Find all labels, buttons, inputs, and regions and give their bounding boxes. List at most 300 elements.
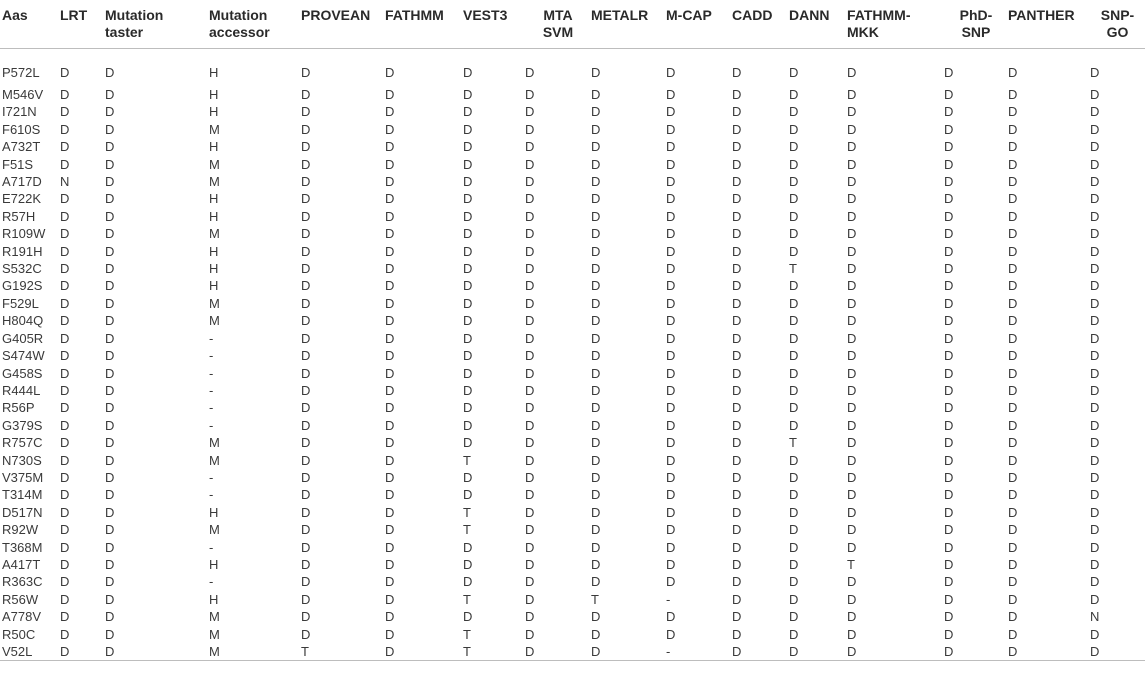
prediction-cell: D <box>105 226 115 242</box>
prediction-cell: D <box>1090 64 1100 80</box>
column-header-line: accessor <box>209 24 270 40</box>
prediction-cell: D <box>591 417 601 433</box>
prediction-cell: D <box>385 191 395 207</box>
variant-cell: A778V <box>2 609 42 625</box>
prediction-cell: D <box>591 330 601 346</box>
prediction-cell: D <box>105 469 115 485</box>
prediction-cell: D <box>847 261 857 277</box>
prediction-cell: D <box>732 539 742 555</box>
prediction-cell: D <box>525 435 535 451</box>
prediction-cell: D <box>1008 487 1018 503</box>
prediction-cell: D <box>847 278 857 294</box>
prediction-cell: D <box>789 156 799 172</box>
prediction-cell: D <box>666 278 676 294</box>
prediction-cell: D <box>463 313 473 329</box>
prediction-cell: D <box>60 295 70 311</box>
prediction-cell: D <box>666 313 676 329</box>
prediction-cell: D <box>463 191 473 207</box>
variant-cell: E722K <box>2 191 42 207</box>
column-header <box>463 0 525 49</box>
prediction-cell: D <box>463 435 473 451</box>
prediction-cell: D <box>1008 609 1018 625</box>
prediction-cell: D <box>1008 313 1018 329</box>
column-header <box>944 0 1008 49</box>
prediction-cell: D <box>463 556 473 572</box>
prediction-cell: D <box>105 522 115 538</box>
prediction-cell: D <box>789 278 799 294</box>
prediction-cell: D <box>847 208 857 224</box>
variant-cell: S532C <box>2 261 42 277</box>
prediction-cell: D <box>847 435 857 451</box>
prediction-cell: D <box>847 139 857 155</box>
prediction-cell: - <box>209 574 214 590</box>
prediction-cell: D <box>301 87 311 102</box>
prediction-cell: D <box>105 487 115 503</box>
prediction-cell: D <box>732 295 742 311</box>
prediction-cell: N <box>60 174 70 190</box>
prediction-cell: D <box>301 591 311 607</box>
variant-cell: N730S <box>2 452 42 468</box>
prediction-cell: T <box>591 591 599 607</box>
prediction-cell: D <box>301 504 311 520</box>
prediction-cell: D <box>301 539 311 555</box>
prediction-cell: D <box>789 174 799 190</box>
prediction-cell: D <box>525 139 535 155</box>
prediction-cell: D <box>385 609 395 625</box>
prediction-cell: D <box>666 104 676 120</box>
prediction-cell: D <box>666 609 676 625</box>
prediction-cell: D <box>732 469 742 485</box>
prediction-cell: D <box>591 64 601 80</box>
prediction-cell: D <box>1090 644 1100 659</box>
column-header <box>301 0 385 49</box>
prediction-cell: D <box>385 261 395 277</box>
column-header <box>789 0 847 49</box>
prediction-cell: D <box>525 609 535 625</box>
prediction-cell: D <box>60 574 70 590</box>
prediction-cell: D <box>1008 348 1018 364</box>
prediction-cell: D <box>591 191 601 207</box>
prediction-cell: D <box>591 382 601 398</box>
prediction-cell: H <box>209 191 219 207</box>
prediction-cell: D <box>105 644 115 659</box>
prediction-cell: D <box>1008 469 1018 485</box>
prediction-cell: D <box>944 64 954 80</box>
prediction-cell: D <box>847 295 857 311</box>
prediction-cell: D <box>463 382 473 398</box>
prediction-cell: H <box>209 556 219 572</box>
prediction-cell: D <box>525 487 535 503</box>
prediction-cell: M <box>209 435 220 451</box>
prediction-cell: D <box>525 226 535 242</box>
prediction-cell: D <box>60 226 70 242</box>
prediction-cell: D <box>944 452 954 468</box>
prediction-cell: D <box>385 348 395 364</box>
table-row <box>0 121 1145 138</box>
prediction-cell: D <box>591 278 601 294</box>
prediction-cell: D <box>105 243 115 259</box>
prediction-cell: D <box>463 295 473 311</box>
prediction-cell: D <box>60 208 70 224</box>
column-header-line: DANN <box>789 7 830 23</box>
variant-cell: V375M <box>2 469 44 485</box>
prediction-cell: D <box>105 609 115 625</box>
prediction-cell: D <box>463 104 473 120</box>
prediction-cell: D <box>1090 435 1100 451</box>
prediction-cell: D <box>591 609 601 625</box>
prediction-cell: D <box>847 452 857 468</box>
prediction-cell: D <box>944 626 954 642</box>
variant-cell: S474W <box>2 348 45 364</box>
prediction-cell: D <box>1090 208 1100 224</box>
prediction-cell: D <box>732 574 742 590</box>
prediction-cell: D <box>301 609 311 625</box>
prediction-cell: D <box>847 487 857 503</box>
prediction-cell: D <box>385 174 395 190</box>
prediction-cell: M <box>209 295 220 311</box>
prediction-cell: D <box>944 226 954 242</box>
prediction-cell: D <box>666 417 676 433</box>
prediction-cell: D <box>666 139 676 155</box>
prediction-cell: D <box>385 121 395 137</box>
prediction-cell: D <box>525 626 535 642</box>
prediction-cell: D <box>385 226 395 242</box>
prediction-cell: H <box>209 278 219 294</box>
prediction-cell: H <box>209 591 219 607</box>
column-header-line: MTA <box>543 7 573 23</box>
prediction-cell: D <box>1008 330 1018 346</box>
table-bottom-rule <box>0 661 1145 668</box>
prediction-cell: D <box>60 452 70 468</box>
prediction-cell: D <box>1090 522 1100 538</box>
prediction-cell: D <box>732 226 742 242</box>
prediction-cell: T <box>789 261 797 277</box>
prediction-cell: D <box>525 295 535 311</box>
prediction-cell: D <box>847 574 857 590</box>
variant-cell: M546V <box>2 87 44 102</box>
prediction-cell: T <box>463 504 471 520</box>
prediction-cell: D <box>105 295 115 311</box>
prediction-cell: D <box>463 348 473 364</box>
prediction-cell: D <box>301 330 311 346</box>
prediction-cell: D <box>1008 208 1018 224</box>
prediction-cell: D <box>1008 417 1018 433</box>
prediction-cell: D <box>525 417 535 433</box>
prediction-cell: D <box>1008 191 1018 207</box>
prediction-cell: D <box>732 400 742 416</box>
prediction-cell: H <box>209 104 219 120</box>
prediction-cell: M <box>209 609 220 625</box>
variant-cell: A417T <box>2 556 41 572</box>
prediction-cell: D <box>789 313 799 329</box>
prediction-cell: D <box>944 504 954 520</box>
prediction-cell: D <box>525 591 535 607</box>
header-row <box>0 0 1145 49</box>
prediction-cell: D <box>666 243 676 259</box>
prediction-cell: D <box>1008 591 1018 607</box>
prediction-cell: D <box>732 121 742 137</box>
prediction-cell: D <box>301 64 311 80</box>
table-row <box>0 103 1145 120</box>
column-header-line: FATHMM <box>385 7 444 23</box>
prediction-cell: D <box>666 330 676 346</box>
prediction-cell: D <box>105 278 115 294</box>
variant-cell: H804Q <box>2 313 44 329</box>
prediction-cell: D <box>732 104 742 120</box>
prediction-cell: D <box>789 365 799 381</box>
prediction-cell: D <box>105 365 115 381</box>
prediction-cell: D <box>385 139 395 155</box>
prediction-cell: D <box>105 574 115 590</box>
prediction-cell: D <box>847 174 857 190</box>
prediction-cell: D <box>1090 261 1100 277</box>
prediction-cell: T <box>789 435 797 451</box>
prediction-cell: D <box>60 348 70 364</box>
prediction-cell: D <box>1090 417 1100 433</box>
prediction-cell: H <box>209 64 219 80</box>
prediction-cell: D <box>301 417 311 433</box>
prediction-cell: D <box>944 104 954 120</box>
prediction-cell: D <box>732 417 742 433</box>
column-header <box>591 0 666 49</box>
prediction-cell: D <box>732 261 742 277</box>
column-header-line: GO <box>1106 24 1129 40</box>
prediction-cell: D <box>525 261 535 277</box>
prediction-cell: D <box>385 504 395 520</box>
prediction-cell: D <box>105 539 115 555</box>
prediction-cell: D <box>944 348 954 364</box>
prediction-cell: D <box>1090 121 1100 137</box>
column-header <box>209 0 301 49</box>
column-header <box>1008 0 1090 49</box>
prediction-cell: D <box>525 522 535 538</box>
prediction-cell: D <box>301 626 311 642</box>
prediction-cell: D <box>666 191 676 207</box>
prediction-cell: D <box>60 330 70 346</box>
prediction-cell: D <box>463 261 473 277</box>
prediction-cell: H <box>209 243 219 259</box>
prediction-cell: D <box>385 313 395 329</box>
prediction-cell: D <box>847 504 857 520</box>
column-header-line: MKK <box>847 24 879 40</box>
variant-cell: T314M <box>2 487 43 503</box>
prediction-cell: D <box>789 487 799 503</box>
prediction-cell: D <box>1008 400 1018 416</box>
prediction-cell: D <box>666 208 676 224</box>
prediction-cell: D <box>1008 243 1018 259</box>
prediction-cell: D <box>789 295 799 311</box>
column-header <box>105 0 209 49</box>
prediction-cell: D <box>944 191 954 207</box>
prediction-cell: D <box>732 139 742 155</box>
prediction-cell: D <box>789 330 799 346</box>
table-row <box>0 260 1145 277</box>
prediction-cell: D <box>789 348 799 364</box>
prediction-cell: D <box>105 556 115 572</box>
prediction-cell: D <box>591 504 601 520</box>
prediction-cell: D <box>1090 591 1100 607</box>
prediction-cell: D <box>1090 191 1100 207</box>
prediction-cell: D <box>385 644 395 659</box>
prediction-cell: M <box>209 121 220 137</box>
prediction-cell: D <box>525 504 535 520</box>
variant-cell: R191H <box>2 243 43 259</box>
prediction-cell: D <box>1008 644 1018 659</box>
prediction-cell: D <box>385 87 395 102</box>
prediction-cell: D <box>385 539 395 555</box>
prediction-cell: D <box>385 556 395 572</box>
prediction-cell: D <box>847 104 857 120</box>
prediction-cell: M <box>209 156 220 172</box>
prediction-cell: D <box>666 400 676 416</box>
column-header <box>1090 0 1145 49</box>
prediction-cell: D <box>944 382 954 398</box>
prediction-cell: D <box>591 556 601 572</box>
prediction-cell: D <box>847 522 857 538</box>
prediction-cell: D <box>385 243 395 259</box>
prediction-cell: D <box>1008 574 1018 590</box>
prediction-cell: - <box>666 591 671 607</box>
prediction-cell: D <box>591 174 601 190</box>
prediction-cell: D <box>944 87 954 102</box>
prediction-cell: D <box>944 156 954 172</box>
prediction-cell: D <box>1090 556 1100 572</box>
prediction-cell: M <box>209 626 220 642</box>
prediction-cell: D <box>60 644 70 659</box>
prediction-cell: D <box>1090 156 1100 172</box>
table-row <box>0 469 1145 486</box>
variant-cell: R50C <box>2 626 36 642</box>
table-row <box>0 452 1145 469</box>
column-header-line: Aas <box>2 7 28 23</box>
prediction-cell: D <box>732 64 742 80</box>
prediction-cell: D <box>463 574 473 590</box>
prediction-cell: D <box>60 87 70 102</box>
prediction-cell: D <box>385 365 395 381</box>
prediction-cell: D <box>591 400 601 416</box>
prediction-cell: D <box>105 348 115 364</box>
prediction-cell: D <box>1008 435 1018 451</box>
prediction-cell: D <box>385 382 395 398</box>
variant-cell: F51S <box>2 156 34 172</box>
prediction-cell: D <box>385 330 395 346</box>
column-header-line: PANTHER <box>1008 7 1075 23</box>
prediction-cell: D <box>591 261 601 277</box>
prediction-cell: D <box>591 626 601 642</box>
prediction-cell: D <box>732 435 742 451</box>
prediction-cell: D <box>463 226 473 242</box>
table-row <box>0 591 1145 608</box>
prediction-cell: D <box>525 121 535 137</box>
prediction-cell: D <box>1008 104 1018 120</box>
prediction-cell: D <box>301 191 311 207</box>
column-header-line: taster <box>105 24 144 40</box>
prediction-cell: D <box>301 313 311 329</box>
prediction-cell: D <box>1008 452 1018 468</box>
prediction-cell: D <box>60 556 70 572</box>
prediction-cell: D <box>301 435 311 451</box>
prediction-cell: D <box>1008 382 1018 398</box>
prediction-cell: M <box>209 452 220 468</box>
table-row <box>0 608 1145 625</box>
prediction-cell: D <box>666 504 676 520</box>
prediction-cell: D <box>847 64 857 80</box>
prediction-cell: N <box>1090 609 1100 625</box>
prediction-cell: D <box>847 469 857 485</box>
column-header <box>732 0 789 49</box>
prediction-cell: D <box>847 330 857 346</box>
prediction-cell: D <box>789 469 799 485</box>
prediction-cell: D <box>789 104 799 120</box>
prediction-cell: D <box>1008 278 1018 294</box>
prediction-cell: D <box>732 278 742 294</box>
variant-cell: D517N <box>2 504 43 520</box>
prediction-cell: D <box>944 365 954 381</box>
variant-cell: G192S <box>2 278 43 294</box>
column-header <box>60 0 105 49</box>
prediction-cell: D <box>1008 261 1018 277</box>
prediction-cell: D <box>944 139 954 155</box>
prediction-cell: D <box>666 487 676 503</box>
prediction-cell: D <box>666 261 676 277</box>
prediction-cell: D <box>591 313 601 329</box>
prediction-cell: D <box>944 644 954 659</box>
prediction-cell: D <box>732 591 742 607</box>
prediction-cell: D <box>944 469 954 485</box>
variant-cell: R56W <box>2 591 39 607</box>
prediction-cell: D <box>789 609 799 625</box>
prediction-cell: D <box>591 139 601 155</box>
prediction-cell: D <box>732 382 742 398</box>
prediction-cell: D <box>732 365 742 381</box>
prediction-cell: D <box>301 104 311 120</box>
prediction-cell: D <box>385 104 395 120</box>
prediction-cell: D <box>944 417 954 433</box>
prediction-cell: D <box>847 243 857 259</box>
prediction-cell: D <box>1090 330 1100 346</box>
prediction-cell: D <box>944 400 954 416</box>
prediction-cell: D <box>1090 452 1100 468</box>
prediction-cell: D <box>591 87 601 102</box>
table-row <box>0 138 1145 155</box>
prediction-cell: D <box>944 609 954 625</box>
prediction-cell: D <box>789 400 799 416</box>
prediction-cell: D <box>301 556 311 572</box>
prediction-cell: D <box>944 522 954 538</box>
prediction-cell: D <box>944 208 954 224</box>
prediction-cell: D <box>847 644 857 659</box>
prediction-cell: D <box>944 174 954 190</box>
prediction-cell: D <box>1008 64 1018 80</box>
prediction-cell: - <box>209 469 214 485</box>
table-row <box>0 556 1145 573</box>
prediction-cell: M <box>209 174 220 190</box>
prediction-cell: D <box>789 626 799 642</box>
table-row <box>0 330 1145 347</box>
prediction-cell: D <box>591 365 601 381</box>
prediction-cell: D <box>666 574 676 590</box>
prediction-cell: T <box>463 626 471 642</box>
column-header <box>385 0 463 49</box>
prediction-cell: D <box>385 156 395 172</box>
prediction-cell: H <box>209 208 219 224</box>
prediction-cell: D <box>1008 226 1018 242</box>
prediction-cell: D <box>732 626 742 642</box>
variant-cell: F529L <box>2 295 39 311</box>
prediction-cell: D <box>732 156 742 172</box>
prediction-cell: D <box>463 87 473 102</box>
prediction-cell: D <box>60 487 70 503</box>
